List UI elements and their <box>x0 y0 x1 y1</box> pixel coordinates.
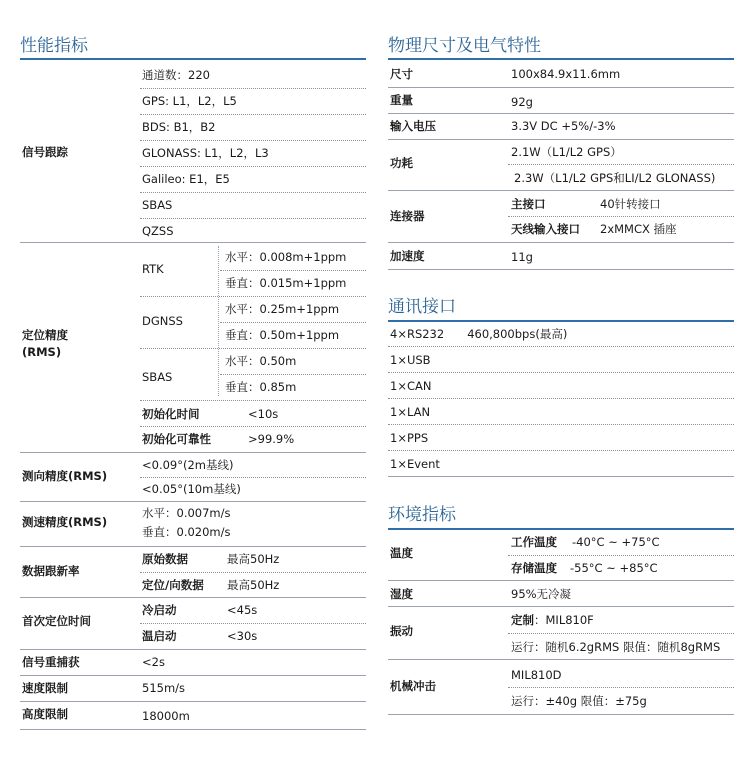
shock-label: 机械冲击 <box>390 679 436 693</box>
row-divider <box>508 216 734 217</box>
voltage-label: 输入电压 <box>390 119 436 133</box>
velocity-vertical: 垂直：0.020m/s <box>142 525 231 539</box>
row-divider <box>508 633 734 634</box>
pos-data-label: 定位/向数据 <box>142 578 204 592</box>
speed-limit-label: 速度限制 <box>22 681 68 695</box>
environment-title-rule <box>388 528 734 530</box>
storage-temp-value: -55°C ~ +85°C <box>570 561 658 575</box>
section-bottom-rule <box>20 729 366 730</box>
heading-accuracy-10m: <0.05°(10m基线) <box>142 482 241 496</box>
performance-title-rule <box>20 58 366 60</box>
row-divider <box>388 190 734 191</box>
row-divider <box>508 164 734 165</box>
init-time-label: 初始化时间 <box>142 407 200 421</box>
physical-title-rule <box>388 58 734 60</box>
humidity-label: 湿度 <box>390 587 413 601</box>
reacquisition-value: <2s <box>142 655 165 669</box>
weight-value: 92g <box>511 95 533 109</box>
rtk-horizontal: 水平：0.008m+1ppm <box>225 250 347 264</box>
group-divider <box>20 242 366 243</box>
shock-run: 运行：±40g 限值：±75g <box>511 694 647 708</box>
row-divider <box>388 450 734 451</box>
row-divider <box>388 476 734 477</box>
row-divider <box>388 398 734 399</box>
row-divider <box>388 424 734 425</box>
comm-item: 1×LAN <box>390 405 431 419</box>
velocity-accuracy-label: 测速精度(RMS) <box>22 515 108 529</box>
row-divider <box>388 346 734 347</box>
row-divider <box>140 623 366 624</box>
row-divider <box>140 218 366 219</box>
cold-start-value: <45s <box>227 603 258 617</box>
group-divider <box>20 597 366 598</box>
vibration-custom-value: ：MIL810F <box>534 613 594 627</box>
group-divider <box>20 501 366 502</box>
speed-limit-value: 515m/s <box>142 681 186 695</box>
row-divider <box>388 372 734 373</box>
antenna-port-label: 天线输入接口 <box>511 222 580 236</box>
acceleration-value: 11g <box>511 250 533 264</box>
row-divider <box>140 88 366 89</box>
performance-title: 性能指标 <box>20 36 88 56</box>
heading-accuracy-label: 测向精度(RMS) <box>22 469 108 483</box>
temperature-label: 温度 <box>390 546 413 560</box>
subtable-divider <box>218 246 219 396</box>
tracking-item: SBAS <box>142 198 173 212</box>
comm-item: 1×CAN <box>390 379 432 393</box>
row-divider <box>140 400 366 401</box>
sbas-horizontal: 水平：0.50m <box>225 354 297 368</box>
row-divider <box>508 555 734 556</box>
power-label: 功耗 <box>390 156 413 170</box>
comm-item: 1×Event <box>390 457 440 471</box>
init-reliability-value: >99.9% <box>248 432 295 446</box>
main-port-value: 40针转接口 <box>600 197 661 211</box>
tracking-item: GPS: L1，L2，L5 <box>142 94 237 108</box>
ttff-label: 首次定位时间 <box>22 614 91 628</box>
row-divider <box>140 140 366 141</box>
comm-item: 4×RS232 460,800bps(最高) <box>390 327 568 341</box>
dgnss-label: DGNSS <box>142 314 183 328</box>
dgnss-horizontal: 水平：0.25m+1ppm <box>225 302 340 316</box>
acceleration-label: 加速度 <box>390 249 425 263</box>
group-divider <box>20 649 366 650</box>
altitude-limit-value: 18000m <box>142 709 190 723</box>
row-divider <box>388 580 734 581</box>
update-rate-label: 数据跟新率 <box>22 564 80 578</box>
row-divider <box>140 114 366 115</box>
reacquisition-label: 信号重捕获 <box>22 655 80 669</box>
warm-start-label: 温启动 <box>142 629 177 643</box>
row-divider <box>388 659 734 660</box>
row-divider <box>140 192 366 193</box>
warm-start-value: <30s <box>227 629 258 643</box>
vibration-run: 运行：随机6.2gRMS 限值：随机8gRMS <box>511 640 721 654</box>
comm-item: 1×USB <box>390 353 431 367</box>
raw-data-value: 最高50Hz <box>227 552 280 566</box>
tracking-item: 通道数：220 <box>142 68 210 82</box>
storage-temp-label: 存储温度 <box>511 561 557 575</box>
row-divider <box>388 87 734 88</box>
init-reliability-label: 初始化可靠性 <box>142 432 211 446</box>
size-value: 100x84.9x11.6mm <box>511 67 621 81</box>
pos-data-value: 最高50Hz <box>227 578 280 592</box>
power-gps: 2.1W（L1/L2 GPS） <box>511 145 622 159</box>
vibration-custom-label: 定制 <box>511 613 534 627</box>
comm-item: 1×PPS <box>390 431 429 445</box>
row-divider <box>388 269 734 270</box>
connector-label: 连接器 <box>390 209 425 223</box>
accuracy-label-rms: (RMS) <box>22 345 62 359</box>
velocity-horizontal: 水平：0.007m/s <box>142 506 231 520</box>
antenna-port-value: 2xMMCX 插座 <box>600 222 677 236</box>
voltage-value: 3.3V DC +5%/-3% <box>511 119 616 133</box>
section-bottom-rule <box>388 714 734 715</box>
altitude-limit-label: 高度限制 <box>22 707 68 721</box>
sbas-label: SBAS <box>142 370 173 384</box>
row-divider <box>508 687 734 688</box>
communication-title-rule <box>388 320 734 322</box>
row-divider <box>388 113 734 114</box>
init-time-value: <10s <box>248 407 279 421</box>
size-label: 尺寸 <box>390 67 413 81</box>
operating-temp-value: -40°C ~ +75°C <box>572 535 660 549</box>
row-divider <box>220 322 366 323</box>
group-divider <box>20 546 366 547</box>
tracking-item: QZSS <box>142 224 174 238</box>
row-divider <box>140 348 366 349</box>
vibration-spec <box>511 613 594 627</box>
row-divider <box>140 572 366 573</box>
group-divider <box>20 675 366 676</box>
dgnss-vertical: 垂直：0.50m+1ppm <box>225 328 340 342</box>
accuracy-label: 定位精度 <box>22 328 68 342</box>
environment-title: 环境指标 <box>388 505 456 525</box>
rtk-label: RTK <box>142 262 164 276</box>
row-divider <box>388 139 734 140</box>
heading-accuracy-2m: <0.09°(2m基线) <box>142 458 234 472</box>
rtk-vertical: 垂直：0.015m+1ppm <box>225 276 347 290</box>
main-port-label: 主接口 <box>511 197 546 211</box>
group-divider <box>20 452 366 453</box>
tracking-item: BDS: B1，B2 <box>142 120 216 134</box>
raw-data-label: 原始数据 <box>142 552 188 566</box>
weight-label: 重量 <box>390 93 413 107</box>
row-divider <box>388 606 734 607</box>
group-divider <box>20 701 366 702</box>
signal-tracking-label: 信号跟踪 <box>22 145 68 159</box>
row-divider <box>140 477 366 478</box>
row-divider <box>140 296 366 297</box>
humidity-value: 95%无冷凝 <box>511 587 572 601</box>
physical-title: 物理尺寸及电气特性 <box>388 36 541 56</box>
tracking-item: GLONASS: L1，L2，L3 <box>142 146 269 160</box>
operating-temp-label: 工作温度 <box>511 535 557 549</box>
row-divider <box>388 242 734 243</box>
shock-standard: MIL810D <box>511 668 562 682</box>
row-divider <box>140 426 366 427</box>
row-divider <box>220 374 366 375</box>
communication-title: 通讯接口 <box>388 297 456 317</box>
sbas-vertical: 垂直：0.85m <box>225 380 297 394</box>
row-divider <box>220 270 366 271</box>
vibration-label: 振动 <box>390 624 413 638</box>
row-divider <box>140 166 366 167</box>
tracking-item: Galileo: E1，E5 <box>142 172 230 186</box>
power-gps-glonass: 2.3W（L1/L2 GPS和LI/L2 GLONASS) <box>514 171 716 185</box>
cold-start-label: 冷启动 <box>142 603 177 617</box>
